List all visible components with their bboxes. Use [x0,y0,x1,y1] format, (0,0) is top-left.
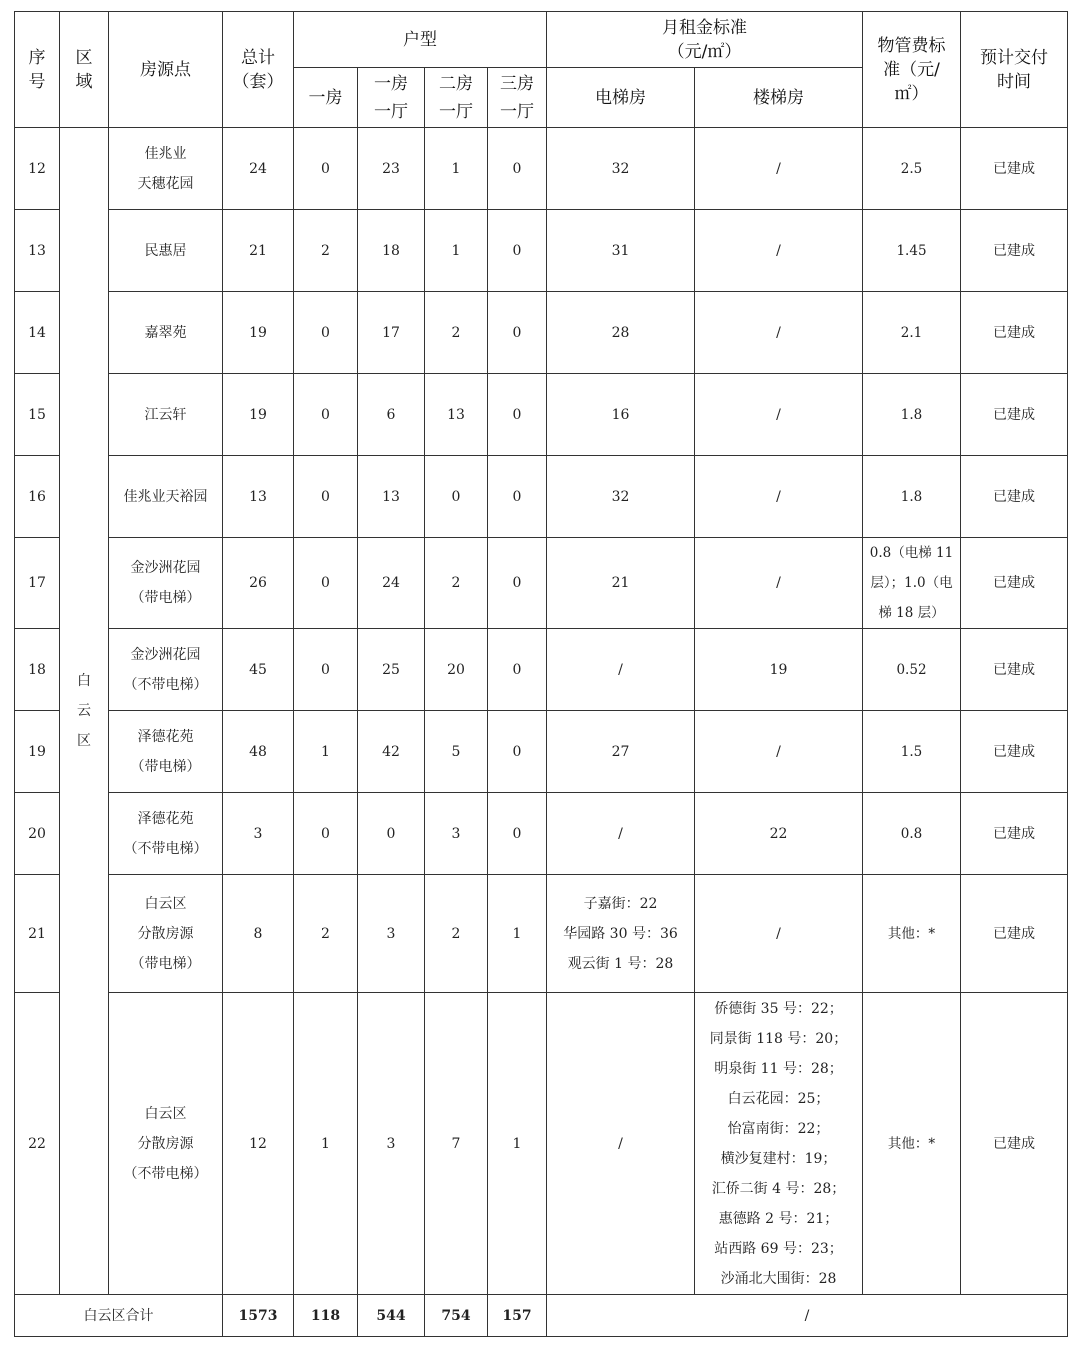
two-room-one-hall-count: 3 [425,793,488,875]
table-row [15,374,1068,456]
source-name-line: （带电梯） [130,955,201,972]
elevator-rent-line: / [618,661,623,678]
source-name-line: 江云轩 [144,406,187,423]
one-room-count: 0 [294,793,358,875]
row-number: 21 [15,875,60,993]
two-room-one-hall-count: 7 [425,993,488,1295]
elevator-rent-line: 16 [611,406,630,423]
stair-rent-line: 侨德街 35 号：22； [714,1000,843,1017]
delivery-time: 已建成 [961,793,1068,875]
elevator-rent-line: / [618,825,623,842]
row-number: 15 [15,374,60,456]
stair-rent-line: 19 [769,661,788,678]
total-count: 3 [223,793,294,875]
stair-rent-line: 白云花园：25； [727,1090,830,1107]
management-fee-line: 1.8 [900,406,923,423]
header-seq: 序号 [15,12,60,128]
three-room-one-hall-count: 0 [488,210,547,292]
elevator-rent [547,210,695,292]
one-room-one-hall-count: 25 [358,629,425,711]
elevator-rent-line: 子嘉街：22 [583,895,658,912]
two-room-one-hall-count: 1 [425,210,488,292]
source-name-line: （不带电梯） [123,1165,208,1182]
elevator-rent [547,711,695,793]
one-room-count: 0 [294,128,358,210]
one-room-one-hall-count: 6 [358,374,425,456]
source-name-line: 天穗花园 [137,175,194,192]
one-room-one-hall-count: 3 [358,875,425,993]
stair-rent-line: 横沙复建村：19； [720,1150,837,1167]
total-count: 26 [223,538,294,629]
header-elevator: 电梯房 [547,68,695,128]
source-name [109,128,223,210]
stair-rent-line: 22 [769,825,788,842]
stair-rent [695,374,863,456]
elevator-rent-line: / [618,1135,623,1152]
source-name [109,292,223,374]
header-rent: 月租金标准（元/㎡） [547,12,863,68]
source-name [109,793,223,875]
elevator-rent-line: 27 [611,743,630,760]
management-fee [863,629,961,711]
total-count: 19 [223,374,294,456]
elevator-rent [547,128,695,210]
row-number: 13 [15,210,60,292]
elevator-rent-line: 31 [611,242,630,259]
delivery-time: 已建成 [961,210,1068,292]
row-number: 20 [15,793,60,875]
one-room-count: 2 [294,210,358,292]
one-room-one-hall-count: 24 [358,538,425,629]
row-number: 18 [15,629,60,711]
management-fee [863,993,961,1295]
header-delivery: 预计交付时间 [961,12,1068,128]
district-cell [60,128,109,1295]
total-count: 12 [223,993,294,1295]
one-room-one-hall-count: 3 [358,993,425,1295]
source-name-line: 泽德花苑 [137,810,194,827]
stair-rent-line: / [776,743,781,760]
elevator-rent-line: 32 [611,160,630,177]
total-count: 48 [223,711,294,793]
two-room-one-hall-count: 13 [425,374,488,456]
header-three-room-one-hall: 三房一厅 [488,68,547,128]
source-name-line: 佳兆业 [144,145,187,162]
source-name-line: 白云区 [144,895,187,912]
one-room-count: 0 [294,292,358,374]
header-source: 房源点 [109,12,223,128]
elevator-rent [547,993,695,1295]
three-room-one-hall-count: 0 [488,292,547,374]
stair-rent-line: / [776,575,781,591]
delivery-time: 已建成 [961,875,1068,993]
table-row [15,456,1068,538]
three-room-one-hall-count: 1 [488,993,547,1295]
source-name [109,629,223,711]
one-room-one-hall-count: 17 [358,292,425,374]
header-area: 区域 [60,12,109,128]
summary-total: 1573 [223,1295,294,1337]
row-number: 12 [15,128,60,210]
management-fee [863,456,961,538]
stair-rent [695,875,863,993]
management-fee-line: 0.8 [900,825,923,842]
summary-one-room: 118 [294,1295,358,1337]
two-room-one-hall-count: 1 [425,128,488,210]
one-room-count: 0 [294,538,358,629]
three-room-one-hall-count: 0 [488,793,547,875]
management-fee [863,875,961,993]
stair-rent [695,711,863,793]
table-row [15,538,1068,629]
source-name-line: （带电梯） [130,758,201,775]
elevator-rent [547,875,695,993]
source-name [109,993,223,1295]
total-count: 8 [223,875,294,993]
management-fee-line: 其他：* [887,925,936,942]
stair-rent-line: / [776,160,781,177]
total-count: 13 [223,456,294,538]
three-room-one-hall-count: 0 [488,374,547,456]
one-room-one-hall-count: 0 [358,793,425,875]
management-fee [863,374,961,456]
source-name-line: （不带电梯） [123,840,208,857]
management-fee-line: 梯 18 层） [878,605,945,621]
one-room-count: 1 [294,711,358,793]
management-fee-line: 2.5 [900,160,923,177]
management-fee [863,210,961,292]
total-count: 45 [223,629,294,711]
source-name-line: 金沙洲花园 [130,560,201,576]
two-room-one-hall-count: 2 [425,538,488,629]
management-fee-line: 其他：* [887,1135,936,1152]
management-fee-line: 1.45 [896,242,927,259]
three-room-one-hall-count: 0 [488,538,547,629]
elevator-rent [547,629,695,711]
source-name-line: 民惠居 [144,242,187,259]
stair-rent [695,629,863,711]
summary-label: 白云区合计 [15,1295,223,1337]
summary-one-room-one-hall: 544 [358,1295,425,1337]
stair-rent-line: 同景街 118 号：20； [709,1030,848,1047]
housing-table [14,11,1068,1337]
one-room-one-hall-count: 23 [358,128,425,210]
source-name-line: 金沙洲花园 [130,646,201,663]
total-count: 19 [223,292,294,374]
one-room-count: 0 [294,629,358,711]
district-name: 白云区 [76,673,91,749]
stair-rent-line: 怡富南街：22； [727,1120,830,1137]
source-name [109,711,223,793]
table-body [15,128,1068,1337]
elevator-rent-line: 观云街 1 号：28 [567,955,674,972]
delivery-time: 已建成 [961,993,1068,1295]
elevator-rent-line: 华园路 30 号：36 [563,925,678,942]
management-fee-line: 1.8 [900,488,923,505]
management-fee-line: 2.1 [900,324,923,341]
management-fee-line: 层）；1.0（电 [870,575,953,591]
two-room-one-hall-count: 0 [425,456,488,538]
elevator-rent [547,793,695,875]
elevator-rent [547,374,695,456]
table-row [15,993,1068,1295]
header-unit-type: 户型 [294,12,547,68]
source-name-line: 白云区 [144,1105,187,1122]
two-room-one-hall-count: 2 [425,875,488,993]
table-row [15,292,1068,374]
source-name-line: 分散房源 [137,925,194,942]
management-fee-line: 1.5 [900,743,923,760]
header-one-room: 一房 [294,68,358,128]
three-room-one-hall-count: 0 [488,128,547,210]
delivery-time: 已建成 [961,292,1068,374]
delivery-time: 已建成 [961,456,1068,538]
stair-rent-line: / [776,925,781,942]
three-room-one-hall-count: 0 [488,456,547,538]
two-room-one-hall-count: 5 [425,711,488,793]
one-room-count: 1 [294,993,358,1295]
row-number: 19 [15,711,60,793]
row-number: 14 [15,292,60,374]
table-row [15,793,1068,875]
management-fee-line: 0.52 [896,661,927,678]
stair-rent [695,456,863,538]
table-row [15,210,1068,292]
delivery-time: 已建成 [961,128,1068,210]
source-name [109,210,223,292]
stair-rent-line: 沙涌北大围街：28 [720,1270,837,1287]
table-row [15,629,1068,711]
stair-rent-line: / [776,488,781,505]
source-name-line: （带电梯） [130,590,201,606]
source-name-line: （不带电梯） [123,676,208,693]
source-name [109,538,223,629]
header-fee: 物管费标准（元/㎡） [863,12,961,128]
one-room-one-hall-count: 18 [358,210,425,292]
stair-rent [695,538,863,629]
source-name-line: 佳兆业天裕园 [123,488,208,505]
three-room-one-hall-count: 0 [488,711,547,793]
one-room-one-hall-count: 13 [358,456,425,538]
elevator-rent [547,538,695,629]
header-stair: 楼梯房 [695,68,863,128]
source-name [109,456,223,538]
header-two-room-one-hall: 二房一厅 [425,68,488,128]
stair-rent-line: / [776,242,781,259]
header-one-room-one-hall: 一房一厅 [358,68,425,128]
source-name [109,374,223,456]
stair-rent-line: / [776,406,781,423]
three-room-one-hall-count: 1 [488,875,547,993]
stair-rent [695,793,863,875]
source-name-line: 分散房源 [137,1135,194,1152]
management-fee [863,793,961,875]
summary-row [15,1295,1068,1337]
two-room-one-hall-count: 20 [425,629,488,711]
stair-rent [695,128,863,210]
table-row [15,711,1068,793]
delivery-time: 已建成 [961,374,1068,456]
header-total: 总计（套） [223,12,294,128]
elevator-rent [547,456,695,538]
management-fee [863,711,961,793]
delivery-time: 已建成 [961,711,1068,793]
three-room-one-hall-count: 0 [488,629,547,711]
stair-rent [695,292,863,374]
stair-rent-line: 站西路 69 号：23； [714,1240,843,1257]
one-room-count: 2 [294,875,358,993]
source-name-line: 嘉翠苑 [144,324,187,341]
row-number: 22 [15,993,60,1295]
management-fee-line: 0.8（电梯 11 [869,545,954,561]
one-room-one-hall-count: 42 [358,711,425,793]
stair-rent [695,210,863,292]
table-row [15,128,1068,210]
stair-rent-line: 惠德路 2 号：21； [718,1210,839,1227]
delivery-time: 已建成 [961,538,1068,629]
source-name-line: 泽德花苑 [137,728,194,745]
stair-rent-line: 汇侨二街 4 号：28； [711,1180,846,1197]
one-room-count: 0 [294,456,358,538]
delivery-time: 已建成 [961,629,1068,711]
row-number: 17 [15,538,60,629]
elevator-rent-line: 21 [611,575,630,591]
summary-rest: / [547,1295,1068,1337]
one-room-count: 0 [294,374,358,456]
total-count: 21 [223,210,294,292]
summary-three-room-one-hall: 157 [488,1295,547,1337]
management-fee [863,128,961,210]
total-count: 24 [223,128,294,210]
stair-rent [695,993,863,1295]
row-number: 16 [15,456,60,538]
summary-two-room-one-hall: 754 [425,1295,488,1337]
elevator-rent [547,292,695,374]
stair-rent-line: / [776,324,781,341]
elevator-rent-line: 32 [611,488,630,505]
management-fee [863,538,961,629]
source-name [109,875,223,993]
stair-rent-line: 明泉街 11 号：28； [714,1060,843,1077]
elevator-rent-line: 28 [611,324,630,341]
table-row [15,875,1068,993]
management-fee [863,292,961,374]
two-room-one-hall-count: 2 [425,292,488,374]
